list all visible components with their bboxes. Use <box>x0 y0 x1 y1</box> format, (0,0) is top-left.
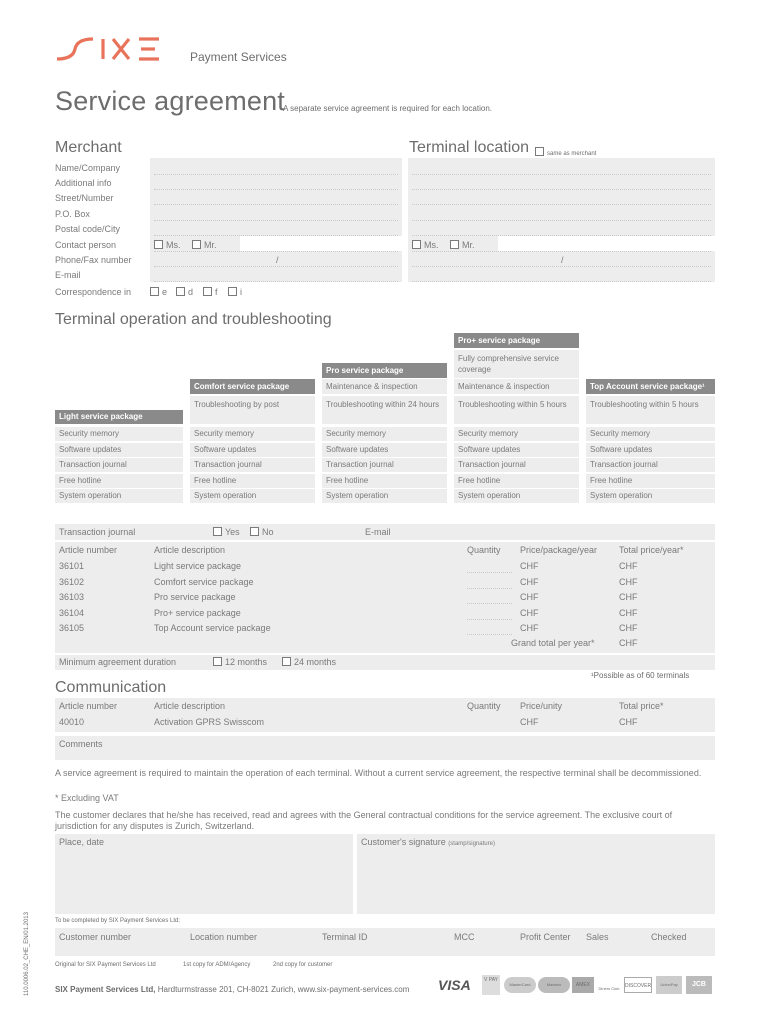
comm-quantity-input[interactable] <box>467 716 512 728</box>
package-0-item: Free hotline <box>55 474 183 488</box>
order-row-price: CHF <box>520 576 539 587</box>
merchant-field-label: Name/Company <box>55 163 121 173</box>
order-row-quantity-input[interactable] <box>467 634 512 635</box>
comments-box[interactable] <box>55 736 715 760</box>
merchant-input-line[interactable] <box>154 189 398 190</box>
package-1-item: Transaction journal <box>190 458 315 472</box>
footer-address: SIX Payment Services Ltd, Hardturmstrasse 201, CH-8021 Zurich, www.six-payment-services.com <box>55 985 410 994</box>
comm-col-price: Price/unity <box>520 701 563 711</box>
lang-e-checkbox[interactable]: e <box>150 287 167 297</box>
discover-logo: DISCOVER <box>624 977 652 993</box>
order-row-quantity-input[interactable] <box>467 572 512 573</box>
order-row-total: CHF <box>619 561 638 571</box>
lang-i-checkbox[interactable]: i <box>228 287 242 297</box>
terminal-input-line[interactable] <box>412 220 711 221</box>
merchant-mr-checkbox[interactable]: Mr. <box>192 240 217 250</box>
merchant-input-line[interactable] <box>154 251 398 252</box>
comm-col-article: Article number <box>59 701 118 711</box>
journal-email-label: E-mail <box>365 527 391 537</box>
terminal-input-line[interactable] <box>412 189 711 190</box>
comfort-header: Comfort service package <box>190 379 315 394</box>
order-row-price: CHF <box>520 607 539 618</box>
min-duration-label: Minimum agreement duration <box>59 657 177 667</box>
terminal-input-line[interactable] <box>412 251 711 252</box>
merchant-contact-input[interactable] <box>240 236 402 251</box>
duration-24-checkbox[interactable]: 24 months <box>282 657 336 667</box>
unionpay-logo: UnionPay <box>656 976 682 994</box>
merchant-ms-checkbox[interactable]: Ms. <box>154 240 181 250</box>
page-title: Service agreement <box>55 86 286 116</box>
order-row-price: CHF <box>520 592 539 602</box>
internal-heading: To be completed by SIX Payment Services Ltd: <box>55 918 181 924</box>
order-row-article: 36101 <box>59 561 85 571</box>
legal-p1: A service agreement is required to maintain the operation of each terminal. Without a current service agreement, the respective terminal shall be decommissioned. <box>55 768 702 778</box>
package-0-item: Security memory <box>55 427 183 441</box>
order-row-total: CHF <box>619 607 638 618</box>
merchant-field-label: Contact person <box>55 240 117 250</box>
merchant-field-label: Postal code/City <box>55 224 121 234</box>
order-row-desc: Top Account service package <box>154 623 271 633</box>
signature-label: Customer's signature (stamp/signature) <box>361 837 495 847</box>
copy-1: 1st copy for ADM/Agency <box>183 962 251 968</box>
communication-heading: Communication <box>55 679 167 696</box>
terminal-input-line[interactable] <box>412 204 711 205</box>
grand-total-label: Grand total per year* <box>511 638 595 648</box>
duration-12-checkbox[interactable]: 12 months <box>213 657 267 667</box>
order-row-desc: Comfort service package <box>154 576 254 587</box>
vpay-logo: V PAY <box>482 975 500 995</box>
comments-label: Comments <box>59 739 103 749</box>
internal-field[interactable]: Checked <box>651 932 687 942</box>
package-3-item: Security memory <box>454 427 579 441</box>
package-2-item: Transaction journal <box>322 458 447 472</box>
place-date-label: Place, date <box>59 837 105 847</box>
terminal-location-heading: Terminal location <box>409 139 530 156</box>
merchant-field-label: P.O. Box <box>55 209 90 219</box>
terminal-ms-checkbox[interactable]: Ms. <box>412 240 439 250</box>
merchant-input-line[interactable] <box>154 281 398 282</box>
package-2-item: Security memory <box>322 427 447 441</box>
internal-field[interactable]: MCC <box>454 932 475 942</box>
comm-article: 40010 <box>59 717 85 727</box>
jcb-logo: JCB <box>686 976 712 994</box>
card-logos <box>438 975 718 997</box>
order-row-quantity-input[interactable] <box>467 588 512 589</box>
operation-heading: Terminal operation and troubleshooting <box>55 311 332 328</box>
package-1-item: Software updates <box>190 443 315 457</box>
col-quantity: Quantity <box>467 545 501 555</box>
package-2-item: Software updates <box>322 443 447 457</box>
package-3-item: System operation <box>454 489 579 503</box>
col-price: Price/package/year <box>520 545 598 555</box>
order-row-article: 36104 <box>59 607 85 618</box>
terminal-mr-checkbox[interactable]: Mr. <box>450 240 475 250</box>
lang-f-checkbox[interactable]: f <box>203 287 218 297</box>
journal-email-input[interactable] <box>395 526 713 538</box>
order-row-article: 36102 <box>59 576 85 587</box>
internal-field[interactable]: Customer number <box>59 932 132 942</box>
comm-total: CHF <box>619 717 638 727</box>
amex-logo: AMEX <box>572 977 594 993</box>
internal-field[interactable]: Profit Center <box>520 932 571 942</box>
order-row-article: 36103 <box>59 592 85 602</box>
comm-col-total: Total price* <box>619 701 664 711</box>
order-row-desc: Light service package <box>154 561 242 571</box>
pro-troubleshooting: Troubleshooting within 24 hours <box>322 396 447 424</box>
internal-fields-row <box>55 928 715 956</box>
internal-field[interactable]: Location number <box>190 932 258 942</box>
package-1-item: Security memory <box>190 427 315 441</box>
comm-col-description: Article description <box>154 701 226 711</box>
comm-col-quantity: Quantity <box>467 701 501 711</box>
merchant-phone-slash: / <box>276 255 279 265</box>
pro-plus-maintenance: Maintenance & inspection <box>454 379 579 394</box>
package-4-item: Free hotline <box>586 474 715 488</box>
package-2-item: Free hotline <box>322 474 447 488</box>
order-row-desc: Pro service package <box>154 592 236 602</box>
merchant-heading: Merchant <box>55 139 122 156</box>
terminal-contact-input[interactable] <box>498 236 715 251</box>
order-row-price: CHF <box>520 623 539 633</box>
order-row-article: 36105 <box>59 623 85 633</box>
light-header: Light service package <box>55 410 183 424</box>
comm-desc: Activation GPRS Swisscom <box>154 717 265 727</box>
merchant-field-label: E-mail <box>55 270 81 280</box>
pro-header: Pro service package <box>322 363 447 378</box>
copy-original: Original for SIX Payment Services Ltd <box>55 962 156 968</box>
order-row-total: CHF <box>619 592 638 602</box>
order-row-price: CHF <box>520 561 539 571</box>
package-2-item: System operation <box>322 489 447 503</box>
package-4-item: Transaction journal <box>586 458 715 472</box>
internal-field[interactable]: Sales <box>586 932 609 942</box>
six-logo <box>55 35 165 68</box>
package-0-item: Transaction journal <box>55 458 183 472</box>
terminal-input-line[interactable] <box>412 174 711 175</box>
pro-plus-troubleshooting: Troubleshooting within 5 hours <box>454 396 579 424</box>
mastercard-logo: MasterCard <box>504 977 536 993</box>
pro-maintenance: Maintenance & inspection <box>322 379 447 394</box>
title-note: A separate service agreement is required for each location. <box>283 104 493 113</box>
merchant-field-label: Phone/Fax number <box>55 255 132 265</box>
brand-subtitle: Payment Services <box>190 50 287 64</box>
package-0-item: System operation <box>55 489 183 503</box>
top-account-troubleshooting: Troubleshooting within 5 hours <box>586 396 715 424</box>
package-1-item: Free hotline <box>190 474 315 488</box>
journal-yes-checkbox[interactable]: Yes <box>213 527 240 537</box>
col-article-description: Article description <box>154 545 226 555</box>
pro-plus-coverage: Fully comprehensive service coverage <box>454 350 579 378</box>
top-account-header: Top Account service package¹ <box>586 379 715 394</box>
visa-logo: VISA <box>438 977 471 993</box>
merchant-input-line[interactable] <box>154 204 398 205</box>
comm-price: CHF <box>520 717 539 727</box>
terminal-input-line[interactable] <box>412 266 711 267</box>
package-1-item: System operation <box>190 489 315 503</box>
package-4-item: Security memory <box>586 427 715 441</box>
side-code: 110.0006.02_CHE_EN/01.2013 <box>24 912 30 996</box>
package-4-item: Software updates <box>586 443 715 457</box>
order-row-quantity-input[interactable] <box>467 603 512 604</box>
package-3-item: Free hotline <box>454 474 579 488</box>
internal-field[interactable]: Terminal ID <box>322 932 368 942</box>
maestro-logo: Maestro <box>538 977 570 993</box>
order-row-quantity-input[interactable] <box>467 619 512 620</box>
merchant-input-line[interactable] <box>154 220 398 221</box>
order-row-total: CHF <box>619 623 638 633</box>
col-total: Total price/year* <box>619 545 684 555</box>
merchant-input-line[interactable] <box>154 266 398 267</box>
terminal-input-line[interactable] <box>412 281 711 282</box>
package-4-item: System operation <box>586 489 715 503</box>
package-0-item: Software updates <box>55 443 183 457</box>
package-3-item: Software updates <box>454 443 579 457</box>
terminals-footnote: ¹Possible as of 60 terminals <box>591 671 690 680</box>
merchant-field-label: Correspondence in <box>55 287 132 297</box>
terminal-phone-slash: / <box>561 255 564 265</box>
col-article-number: Article number <box>59 545 118 555</box>
merchant-input-line[interactable] <box>154 174 398 175</box>
merchant-field-label: Street/Number <box>55 193 114 203</box>
copy-2: 2nd copy for customer <box>273 962 333 968</box>
package-3-item: Transaction journal <box>454 458 579 472</box>
transaction-journal-label: Transaction journal <box>59 527 136 537</box>
pro-plus-header: Pro+ service package <box>454 333 579 348</box>
comfort-troubleshooting: Troubleshooting by post <box>190 396 315 424</box>
same-as-merchant-label: same as merchant <box>547 151 597 157</box>
legal-p3: The customer declares that he/she has received, read and agrees with the General contractual conditions for the service agreement. The exclusive court of jurisdiction for any disputes is Zurich, Switzerland. <box>55 810 673 831</box>
legal-vat: * Excluding VAT <box>55 793 119 803</box>
order-row-total: CHF <box>619 576 638 587</box>
grand-total-value: CHF <box>619 638 638 648</box>
diners-logo: Diners Club <box>598 986 620 991</box>
order-row-desc: Pro+ service package <box>154 607 241 618</box>
journal-no-checkbox[interactable]: No <box>250 527 274 537</box>
same-as-merchant-checkbox[interactable] <box>535 147 596 157</box>
lang-d-checkbox[interactable]: d <box>176 287 193 297</box>
merchant-field-label: Additional info <box>55 178 112 188</box>
